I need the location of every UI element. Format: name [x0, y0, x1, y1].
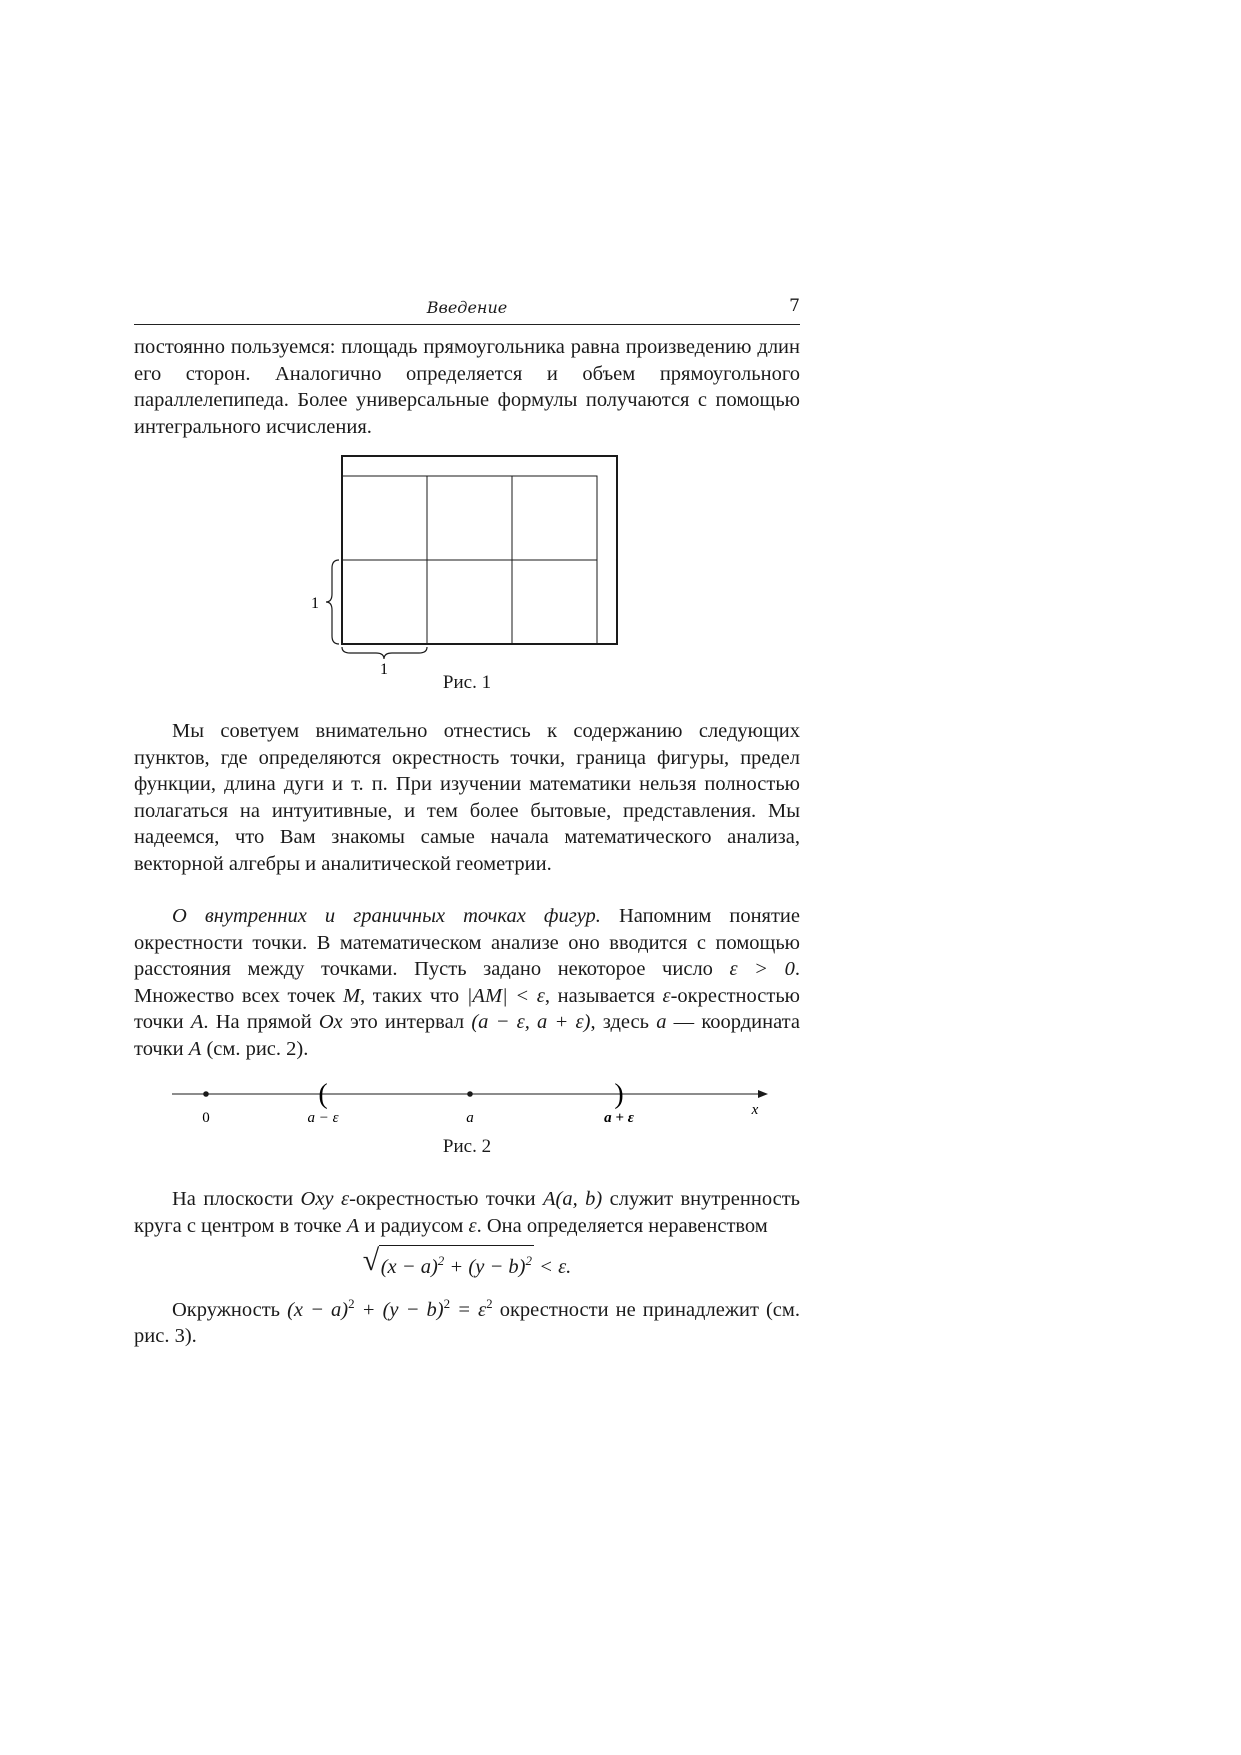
vertical-unit-brace	[326, 560, 339, 644]
figure-2-number-line	[134, 1074, 800, 1136]
point-zero	[203, 1091, 209, 1097]
figure-1-caption: Рис. 1	[442, 672, 492, 693]
section-heading: О внутренних и граничных точках фигур.	[172, 905, 601, 927]
paren-open-mark: (	[318, 1079, 328, 1110]
paragraph-circle: Окружность $(x - a)^2 + (y - b)^2 = \varepsilon^2$ окрестности не принадлежит (см. рис. 3).	[134, 1296, 801, 1348]
radicand: $(x - a)^2 + (y - b)^2$	[379, 1245, 534, 1280]
paragraph-plane-neighborhood: На плоскости Oxy ε-окрестностью точки A(a, b) служит внутренность круга с центром в точке A и радиусом ε. Она определяется неравенством	[134, 1188, 801, 1237]
label-a-plus-eps: a + ε	[604, 1110, 634, 1126]
axis-arrow-icon	[758, 1090, 768, 1098]
paragraph-neighborhood: О внутренних и граничных точках фигур. Напомним понятие окрестности точки. В математическом анализе оно вводится с помощью расстояния между точками. Пусть задано некоторое число ε > 0. Множество всех точек M, таких что |AM| < ε, называется ε-окрестностью точки A. На прямой Ox это интервал (a − ε, a + ε), здесь a — координата точки A (см. рис. 2).	[134, 905, 801, 1060]
page-number: 7	[789, 296, 800, 316]
point-a	[467, 1091, 473, 1097]
running-head	[134, 296, 800, 325]
square-root	[363, 1245, 534, 1287]
label-axis-x: x	[751, 1102, 759, 1118]
paragraph-advice: Мы советуем внимательно отнестись к содержанию следующих пунктов, где определяются окрестность точки, граница фигуры, предел функции, длина дуги и т. п. При изучении математики нельзя полностью полагаться на интуитивные, и тем более бытовые, представления. Мы надеемся, что Вам знакомы самые начала математического анализа, векторной алгебры и аналитической геометрии.	[134, 720, 800, 875]
running-title: Введение	[426, 298, 508, 317]
outer-rectangle	[342, 456, 617, 644]
figure-2-caption: Рис. 2	[442, 1136, 492, 1157]
figure-1-grid	[134, 456, 800, 678]
page	[134, 296, 800, 1350]
label-zero: 0	[202, 1110, 210, 1126]
horizontal-unit-brace	[342, 647, 427, 659]
vertical-unit-label: 1	[311, 595, 319, 612]
horizontal-unit-label: 1	[380, 661, 388, 678]
paren-close-mark: )	[614, 1079, 624, 1110]
label-a-minus-eps: a − ε	[307, 1110, 339, 1126]
label-a: a	[466, 1110, 474, 1126]
inequality-formula: √ $(x - a)^2 + (y - b)^2 < \varepsilon$.	[134, 1245, 800, 1285]
paragraph-area-formula: постоянно пользуемся: площадь прямоугольника равна произведению длин его сторон. Аналогично определяется и объем прямоугольного параллелепипеда. Более универсальные формулы получаются с помощью интегрального исчисления.	[134, 336, 800, 438]
sqrt-sign-icon: √	[362, 1244, 380, 1277]
